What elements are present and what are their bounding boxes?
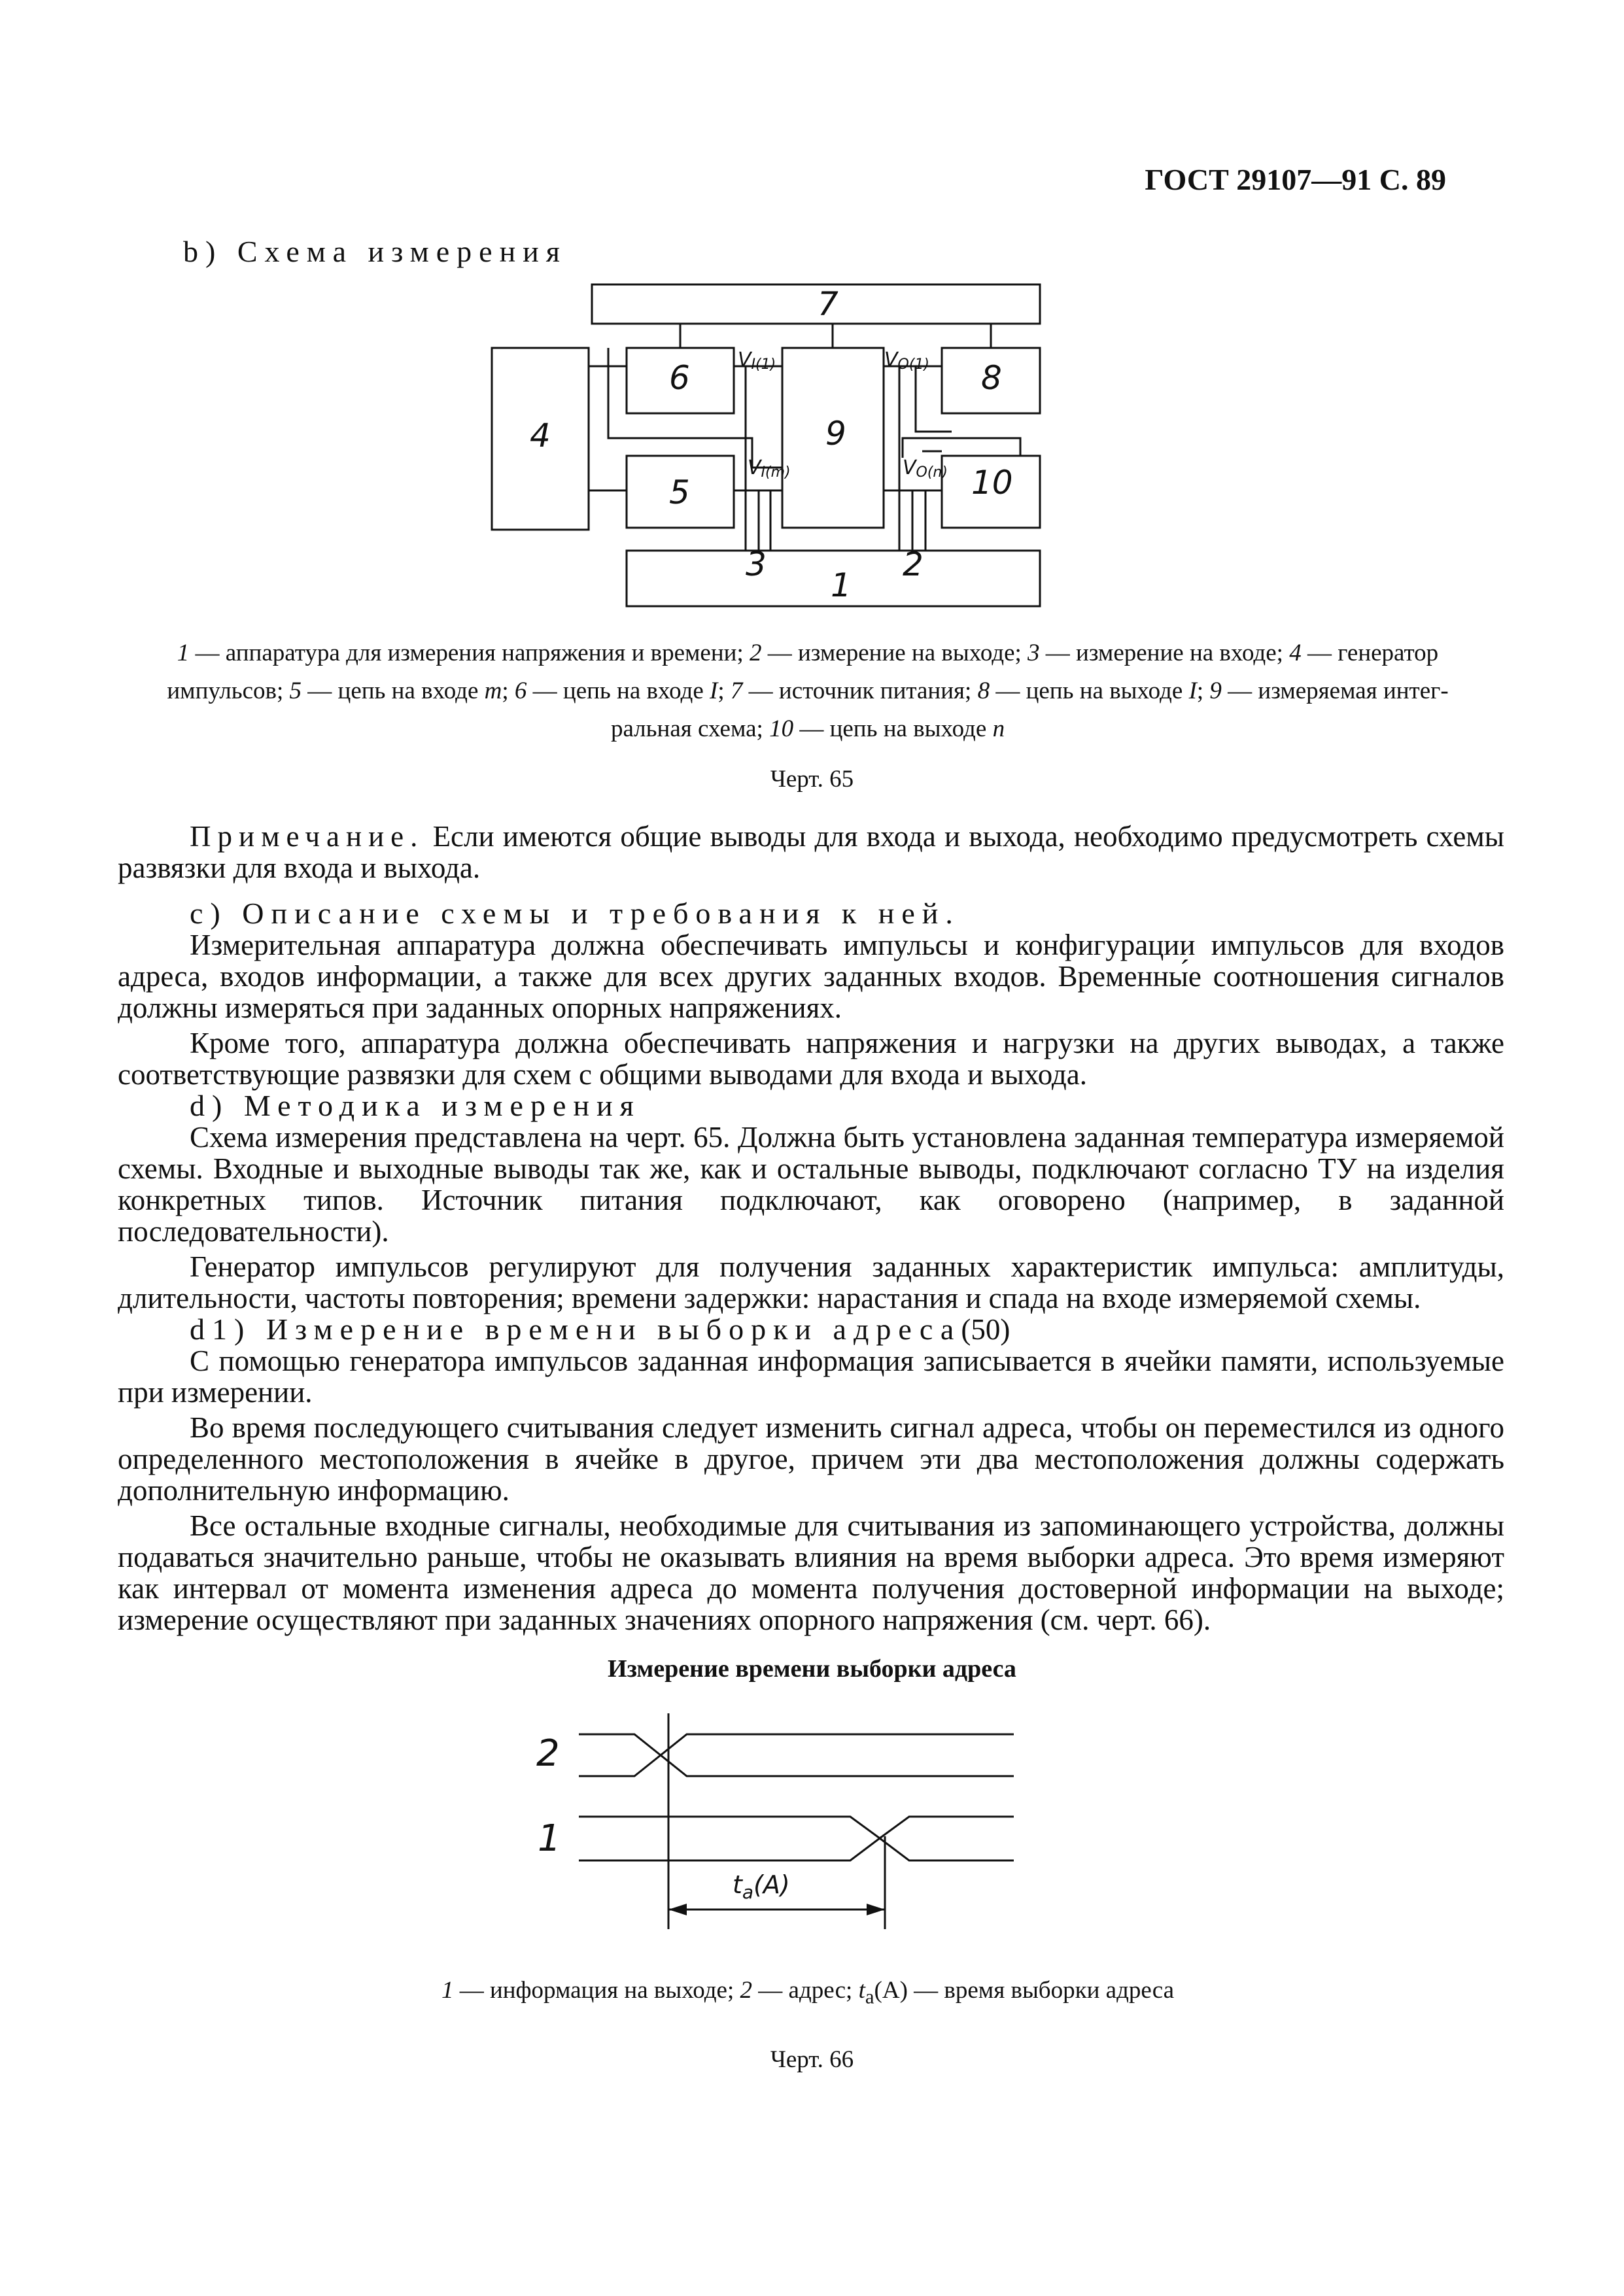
section-d1-heading: d1) Измерение времени выборки адреса(50) <box>190 1312 1011 1346</box>
label-10: 10 <box>971 464 1013 502</box>
para-d2: Генератор импульсов регулируют для получения заданных характеристик импульса: амплитуды, длительности, частоты повторения; времени задержки: нарастания и спада на входе измеряемой схемы. <box>118 1250 1504 1314</box>
label-5: 5 <box>669 473 690 511</box>
block-7 <box>592 284 1040 324</box>
figure-66-label: Черт. 66 <box>770 2046 854 2073</box>
note-paragraph: Примечание. Если имеются общие выводы для входа и выхода, необходимо предусмотреть схемы развязки для входа и выхода. <box>118 820 1504 884</box>
time-label: $t_a(A)$ <box>733 1870 790 1903</box>
para-d1: Схема измерения представлена на черт. 65. Должна быть установлена заданная температура измеряемой схемы. Входные и выходные выводы так же, как и остальные выводы, подключают согласно ТУ на изделия конкретных типов. Источник питания подключают, как оговорено (например, в заданной последовательности). <box>118 1121 1504 1248</box>
section-b-heading: b) Схема измерения <box>183 235 567 268</box>
label-6: 6 <box>669 359 690 397</box>
figure-66-legend: 1 — информация на выходе; 2 — адрес; $t_a(A)$ — время выборки адреса <box>441 1977 1175 2008</box>
timing-diagram <box>0 1674 1624 1975</box>
voltage-vi1: VI(1) <box>738 349 776 373</box>
voltage-vim: VI(m) <box>748 456 791 481</box>
signal-1-label: 1 <box>538 1817 561 1860</box>
figure-65-label: Черт. 65 <box>770 766 854 793</box>
page-header: ГОСТ 29107—91 С. 89 <box>1145 163 1446 196</box>
label-3: 3 <box>746 545 767 583</box>
figure-65-legend: 1 — аппаратура для измерения напряжения и времени; 2 — измерение на выходе; 3 — измерение на входе; 4 — генератор импульсов; 5 — цепь на входе m; 6 — цепь на входе I; 7 — источник питания; 8 — цепь на выходе I; 9 — измеряемая интег- ральная схема; 10 — цепь на выходе n <box>167 640 1449 742</box>
signal-2-upper <box>579 1734 1014 1755</box>
voltage-vo1: VO(1) <box>884 349 930 373</box>
label-9: 9 <box>825 415 846 453</box>
body-text <box>118 821 1504 1636</box>
label-8: 8 <box>981 359 1002 397</box>
signal-1-upper <box>579 1817 1014 1838</box>
label-7: 7 <box>818 285 838 323</box>
section-c-heading: c) Описание схемы и требования к ней. <box>190 897 960 930</box>
para-d1-1: С помощью генератора импульсов заданная информация записывается в ячейки памяти, используемые при измерении. <box>118 1345 1504 1409</box>
para-c2: Кроме того, аппаратура должна обеспечивать напряжения и нагрузки на других выводах, а также соответствующие развязки для схем с общими выводами для входа и выхода. <box>118 1027 1504 1091</box>
para-d1-2: Во время последующего считывания следует изменить сигнал адреса, чтобы он переместился из одного определенного местоположения в ячейке в другое, причем эти два местоположения должны содержать дополнительную информацию. <box>118 1411 1504 1507</box>
para-d1-3: Все остальные входные сигналы, необходимые для считывания из запоминающего устройства, должны подаваться значительно раньше, чтобы не оказывать влияния на время выборки адреса. Это время измеряют как интервал от момента изменения адреса до момента получения достоверной информации на выходе; измерение осуществляют при заданных значениях опорного напряжения (см. черт. 66). <box>118 1509 1504 1636</box>
label-2: 2 <box>903 545 924 583</box>
signal-1-lower <box>579 1838 1014 1860</box>
signal-2-label: 2 <box>536 1732 560 1775</box>
section-d-heading: d) Методика измерения <box>190 1089 641 1122</box>
signal-2-lower <box>579 1755 1014 1776</box>
figure-66-title: Измерение времени выборки адреса <box>608 1655 1016 1683</box>
voltage-von: VO(n) <box>903 456 948 481</box>
label-1: 1 <box>831 566 852 604</box>
label-4: 4 <box>530 417 551 454</box>
para-c1: Измерительная аппаратура должна обеспечивать импульсы и конфигурации импульсов для входов адреса, входов информации, а также для всех других заданных входов. Временны́е соотношения сигналов должны измеряться при заданных опорных напряжениях. <box>118 929 1504 1024</box>
measurement-circuit-diagram <box>0 0 1624 654</box>
